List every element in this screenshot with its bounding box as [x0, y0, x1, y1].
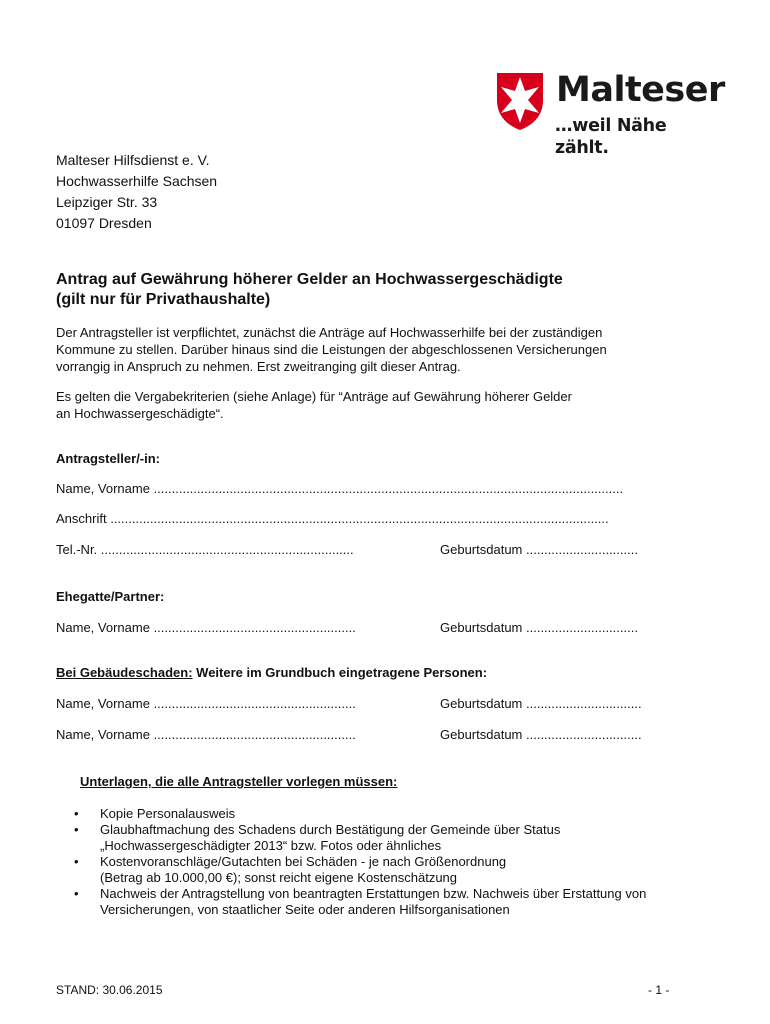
applicant-address-field[interactable] — [56, 510, 609, 527]
building-heading-rest: Weitere im Grundbuch eingetragene Personen: — [192, 665, 488, 680]
owner-birthdate-field[interactable] — [440, 726, 642, 743]
owner-birthdate-field[interactable] — [440, 695, 642, 712]
partner-heading: Ehegatte/Partner: — [56, 589, 165, 604]
list-item-text: • Kopie Personalausweis — [100, 806, 236, 821]
intro-line: Der Antragsteller ist verpflichtet, zunächst die Anträge auf Hochwasserhilfe bei der zuständigen — [56, 325, 603, 340]
partner-birthdate-label: Geburtsdatum — [440, 620, 523, 635]
criteria-line: Es gelten die Vergabekriterien (siehe Anlage) für “Anträge auf Gewährung höherer Gelder — [56, 389, 572, 404]
documents-heading: Unterlagen, die alle Antragsteller vorlegen müssen: — [80, 774, 398, 789]
fill-line: ............................... — [526, 542, 638, 557]
fill-line: .................................................................................................................................. — [153, 481, 624, 496]
partner-name-label: Name, Vorname — [56, 620, 150, 635]
applicant-phone-label: Tel.-Nr. — [56, 542, 98, 557]
owner-birthdate-label: Geburtsdatum — [440, 696, 523, 711]
owner-name-label: Name, Vorname — [56, 696, 150, 711]
applicant-name-label: Name, Vorname — [56, 481, 150, 496]
fill-line: ........................................................ — [153, 696, 356, 711]
building-heading — [56, 664, 487, 681]
fill-line: ............................... — [526, 620, 638, 635]
owner-name-field[interactable] — [56, 726, 356, 743]
logo-wordmark: Malteser — [556, 70, 725, 110]
list-item — [74, 806, 714, 822]
criteria-line: an Hochwassergeschädigte“. — [56, 406, 224, 421]
list-item-text: „Hochwassergeschädigter 2013“ bzw. Fotos oder ähnliches — [100, 838, 442, 853]
malteser-shield-icon — [493, 70, 547, 132]
documents-list — [74, 806, 714, 918]
logo-tagline: …weil Nähe zählt. — [555, 116, 667, 158]
owner-name-field[interactable] — [56, 695, 356, 712]
document-title — [56, 270, 563, 310]
address-line: Leipziger Str. 33 — [56, 194, 158, 210]
applicant-name-field[interactable] — [56, 480, 623, 497]
applicant-birthdate-label: Geburtsdatum — [440, 542, 523, 557]
list-item-text: (Betrag ab 10.000,00 €); sonst reicht eigene Kostenschätzung — [100, 870, 458, 885]
partner-birthdate-field[interactable] — [440, 619, 638, 636]
list-item-text: • Glaubhaftmachung des Schadens durch Bestätigung der Gemeinde über Status — [100, 822, 561, 837]
applicant-heading: Antragsteller/-in: — [56, 451, 161, 466]
list-item-text: • Nachweis der Antragstellung von beantragten Erstattungen bzw. Nachweis über Erstattung von — [100, 886, 647, 901]
title-subline: (gilt nur für Privathaushalte) — [56, 291, 271, 308]
intro-line: Kommune zu stellen. Darüber hinaus sind die Leistungen der abgeschlossenen Versicherungen — [56, 342, 607, 357]
list-item — [74, 854, 714, 886]
fill-line: ................................ — [526, 696, 642, 711]
partner-name-field[interactable] — [56, 619, 356, 636]
fill-line: ...................................................................... — [100, 542, 354, 557]
recipient-address — [56, 150, 217, 234]
list-item-text: • Kostenvoranschläge/Gutachten bei Schäden - je nach Größenordnung — [100, 854, 507, 869]
title-line: Antrag auf Gewährung höherer Gelder an Hochwassergeschädigte — [56, 271, 563, 288]
fill-line: ................................ — [526, 727, 642, 742]
applicant-birthdate-field[interactable] — [440, 541, 638, 558]
intro-line: vorrangig in Anspruch zu nehmen. Erst zweitranging gilt dieser Antrag. — [56, 359, 461, 374]
applicant-address-label: Anschrift — [56, 511, 107, 526]
list-item-text: Versicherungen, von staatlicher Seite oder anderen Hilfsorganisationen — [100, 902, 510, 917]
list-item — [74, 886, 714, 918]
owner-birthdate-label: Geburtsdatum — [440, 727, 523, 742]
applicant-phone-field[interactable] — [56, 541, 354, 558]
list-item — [74, 822, 714, 854]
intro-paragraph — [56, 324, 607, 375]
address-line: 01097 Dresden — [56, 215, 152, 231]
page-number: - 1 - — [648, 983, 670, 997]
address-line: Hochwasserhilfe Sachsen — [56, 173, 218, 189]
building-heading-underlined: Bei Gebäudeschaden: — [56, 665, 193, 680]
footer-stand: STAND: 30.06.2015 — [56, 983, 163, 997]
owner-name-label: Name, Vorname — [56, 727, 150, 742]
fill-line: ........................................................ — [153, 727, 356, 742]
address-line: Malteser Hilfsdienst e. V. — [56, 152, 210, 168]
fill-line: .......................................................................................................................................... — [110, 511, 609, 526]
criteria-paragraph — [56, 388, 572, 422]
malteser-logo — [493, 70, 725, 158]
fill-line: ........................................................ — [153, 620, 356, 635]
